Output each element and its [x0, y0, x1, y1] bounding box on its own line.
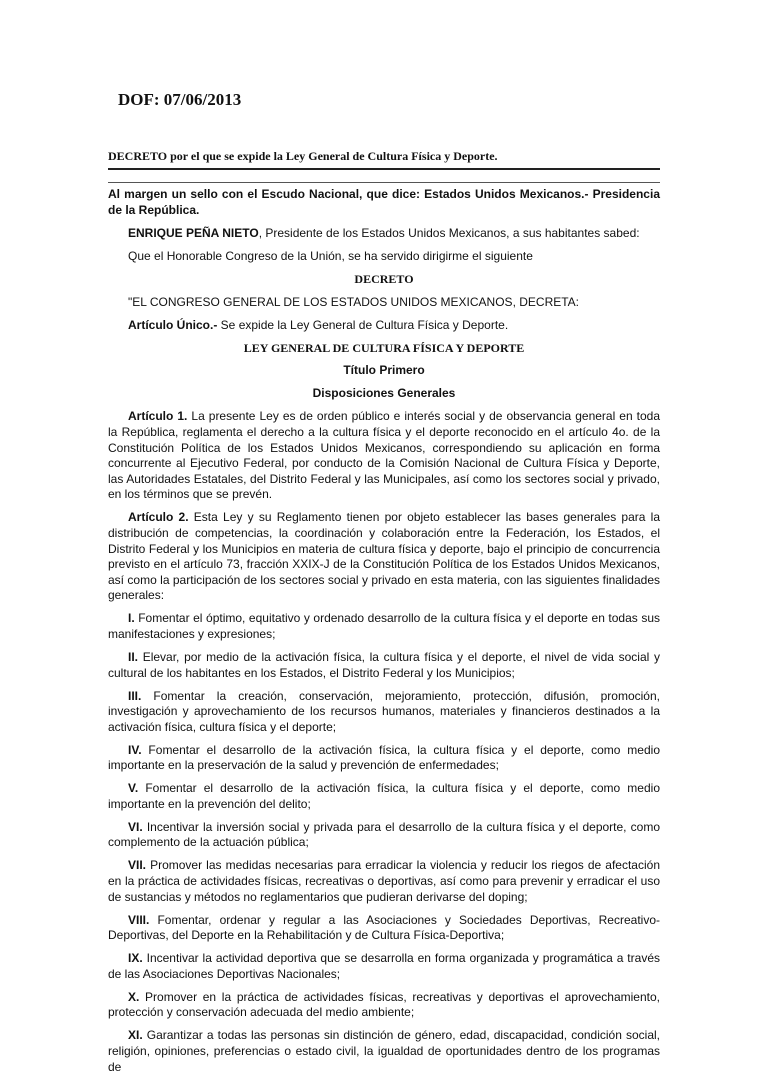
law-paragraph — [108, 820, 660, 851]
paragraph-label: IX. — [128, 951, 143, 966]
paragraph-text: Elevar, por medio de la activación física, la cultura física y el deporte, el nivel de vida social y cultural de los habitantes en los Estados, el Distrito Federal y los Municipios; — [108, 649, 660, 680]
paragraph-label: I. — [128, 611, 135, 626]
paragraph-text: Fomentar el óptimo, equitativo y ordenado desarrollo de la cultura física y el deporte en todas sus manifestaciones y expresiones; — [108, 611, 660, 641]
paragraph-text: Esta Ley y su Reglamento tienen por objeto establecer las bases generales para la distribución de competencias, la coordinación y colaboración entre la Federación, los Estados, el Distrito Federal y los Municipios en materia de cultura física y deporte, bajo el principio de concurrencia previsto en el artículo 73, fracción XXIX-J de la Constitución Política de los Estados Unidos Mexicanos, así como la participación de los sectores social y privado en esta materia, con las siguientes finalidades generales: — [108, 510, 660, 603]
paragraph-label: Artículo 2. — [128, 510, 189, 525]
president-paragraph: ENRIQUE PEÑA NIETO, Presidente de los Estados Unidos Mexicanos, a sus habitantes sabed: — [128, 225, 640, 240]
decreta-line: "EL CONGRESO GENERAL DE LOS ESTADOS UNIDOS MEXICANOS, DECRETA: — [128, 294, 580, 309]
divider — [108, 182, 660, 183]
law-paragraph — [108, 650, 660, 681]
paragraph-label: VI. — [128, 819, 143, 834]
dof-date: DOF: 07/06/2013 — [118, 90, 242, 109]
law-paragraph — [108, 951, 660, 982]
paragraph-text: Fomentar la creación, conservación, mejoramiento, protección, difusión, promoción, investigación y aprovechamiento de los recursos humanos, materiales y financieros destinados a la activación física, cultura física y el deporte; — [108, 688, 660, 734]
articulo-unico: Artículo Único.- Se expide la Ley General de Cultura Física y Deporte. — [128, 317, 509, 332]
section-heading: Disposiciones Generales — [312, 386, 456, 401]
paragraph-text: La presente Ley es de orden público e interés social y de observancia general en toda la República, reglamenta el derecho a la cultura física y el deporte reconocido en el artículo 4o. de la Constitución Política de los Estados Unidos Mexicanos, correspondiendo su aplicación en forma concurrente al Ejecutivo Federal, por conducto de la Comisión Nacional de Cultura Física y Deporte, las Autoridades Estatales, del Distrito Federal y las Municipales, así como los sectores social y privado, en los términos que se prevén. — [108, 409, 660, 502]
law-paragraphs — [108, 409, 660, 1075]
paragraph-text: Incentivar la inversión social y privada para el desarrollo de la cultura física y el deporte, como complemento de la actuación pública; — [108, 819, 660, 850]
paragraph-text: Incentivar la actividad deportiva que se desarrolla en forma organizada y programática a través de las Asociaciones Deportivas Nacionales; — [108, 951, 660, 981]
law-paragraph — [108, 781, 660, 812]
congress-paragraph: Que el Honorable Congreso de la Unión, se ha servido dirigirme el siguiente — [128, 248, 533, 263]
paragraph-text: Fomentar el desarrollo de la activación física, la cultura física y el deporte, como medio importante en la prevención del delito; — [108, 781, 660, 811]
paragraph-text: Promover en la práctica de actividades físicas, recreativas y deportivas el aprovechamiento, protección y conservación adecuada del medio ambiente; — [108, 989, 660, 1020]
paragraph-label: II. — [128, 649, 139, 664]
paragraph-label: X. — [128, 989, 140, 1004]
paragraph-text: Garantizar a todas las personas sin distinción de género, edad, discapacidad, condición social, religión, opiniones, preferencias o estado civil, la igualdad de oportunidades dentro de los programas de — [108, 1028, 660, 1074]
law-paragraph — [108, 689, 660, 736]
paragraph-label: VIII. — [128, 912, 150, 927]
law-paragraph — [108, 913, 660, 944]
law-paragraph — [108, 743, 660, 774]
paragraph-text: Fomentar el desarrollo de la activación física, la cultura física y el deporte, como medio importante en la preservación de la salud y prevención de enfermedades; — [108, 742, 660, 773]
law-paragraph — [108, 858, 660, 905]
paragraph-label: Artículo 1. — [128, 409, 188, 424]
paragraph-text: Promover las medidas necesarias para erradicar la violencia y reducir los riegos de afectación en la práctica de actividades físicas, recreativas o deportivas, así como para prevenir y erradicar el uso de sustancias y métodos no reglamentarios que pudieran derivarse del doping; — [108, 858, 660, 904]
law-paragraph — [108, 409, 660, 503]
paragraph-label: III. — [128, 688, 142, 703]
paragraph-label: IV. — [128, 742, 142, 757]
paragraph-label: XI. — [128, 1028, 143, 1043]
decreto-heading: DECRETO — [354, 271, 414, 286]
paragraph-label: V. — [128, 781, 139, 796]
law-paragraph — [108, 611, 660, 642]
paragraph-label: VII. — [128, 858, 147, 873]
law-paragraph — [108, 990, 660, 1021]
law-title: LEY GENERAL DE CULTURA FÍSICA Y DEPORTE — [243, 340, 525, 355]
decree-title: DECRETO por el que se expide la Ley General de Cultura Física y Deporte. — [108, 149, 660, 170]
law-paragraph — [108, 1028, 660, 1075]
document-body — [108, 187, 660, 1083]
law-paragraph — [108, 510, 660, 604]
titulo-heading: Título Primero — [343, 363, 425, 378]
paragraph-text: Fomentar, ordenar y regular a las Asociaciones y Sociedades Deportivas, Recreativo-Deportivas, del Deporte en la Rehabilitación y de Cultura Física-Deportiva; — [108, 912, 660, 943]
margin-note: Al margen un sello con el Escudo Nacional, que dice: Estados Unidos Mexicanos.- Presidencia de la República. — [108, 187, 660, 217]
